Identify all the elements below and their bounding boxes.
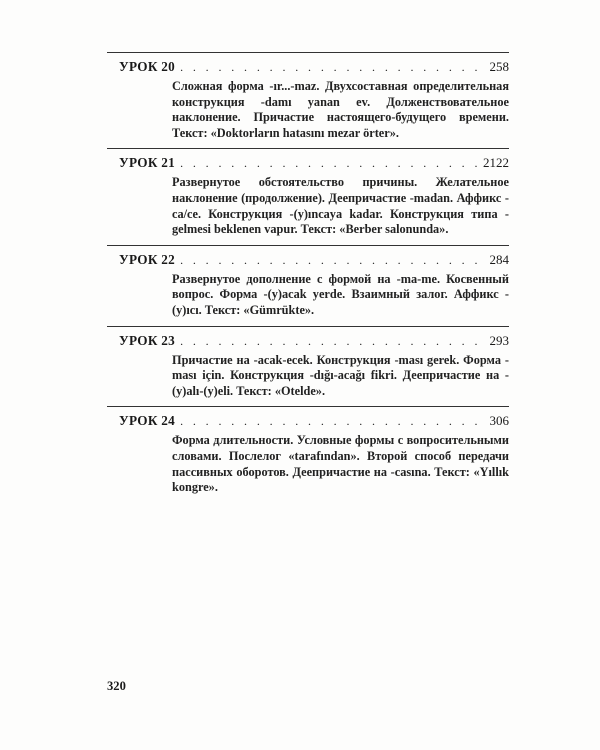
lesson-heading (107, 412, 509, 430)
lesson-description: Развернутое дополнение с формой на -ma-me. Косвенный вопрос. Форма -(y)acak yerde. Взаимный залог. Аффикс -(y)ıcı. Текст: «Gümrükte». (172, 271, 509, 317)
page-number: 320 (107, 679, 126, 693)
lesson-heading (107, 332, 509, 350)
lesson-title: УРОК 22 (119, 251, 176, 267)
lesson-page-number: 258 (489, 59, 509, 74)
lesson-title: УРОК 23 (119, 332, 176, 348)
lesson-page-number: 2122 (483, 155, 509, 171)
lesson-entry-21 (107, 148, 509, 244)
lesson-page-number: 284 (489, 251, 509, 267)
lesson-entry-22 (107, 245, 509, 326)
lesson-title: УРОК 20 (119, 59, 176, 74)
dot-leader (180, 155, 481, 172)
lesson-heading (107, 154, 509, 172)
lesson-page-number: 306 (489, 413, 509, 429)
dot-leader (180, 413, 487, 430)
dot-leader (180, 333, 487, 350)
lesson-description: Форма длительности. Условные формы с вопросительными словами. Послелог «tarafından». Второй способ передачи пассивных оборотов. Деепричастие на -casına. Текст: «Yıllık kongre». (172, 433, 509, 495)
lesson-heading (107, 58, 509, 76)
lesson-entry-20 (107, 52, 509, 148)
lesson-title: УРОК 24 (119, 413, 176, 429)
table-of-contents (107, 52, 509, 503)
lesson-heading (107, 251, 509, 269)
lesson-description: Причастие на -acak-ecek. Конструкция -ması gerek. Форма -ması için. Конструкция -dığı-acağı fikri. Деепричастие на -(y)alı-(y)eli. Текст: «Otelde». (172, 352, 509, 398)
lesson-page-number: 293 (489, 332, 509, 348)
dot-leader (180, 252, 487, 269)
lesson-entry-24 (107, 406, 509, 502)
lesson-entry-23 (107, 326, 509, 407)
lesson-description: Сложная форма -ır...-maz. Двухсоставная определительная конструкция -damı yanan ev. Долженствовательное наклонение. Причастие настоящего-будущего времени. Текст: «Doktorların hatasını mezar örter». (172, 79, 509, 140)
lesson-description: Развернутое обстоятельство причины. Желательное наклонение (продолжение). Деепричастие -madan. Аффикс -ca/ce. Конструкция -(y)ıncaya kadar. Конструкция типа -gelmesi beklenen vapur. Текст: «Berber salonunda». (172, 175, 509, 237)
dot-leader (180, 59, 487, 76)
lesson-title: УРОК 21 (119, 155, 176, 171)
